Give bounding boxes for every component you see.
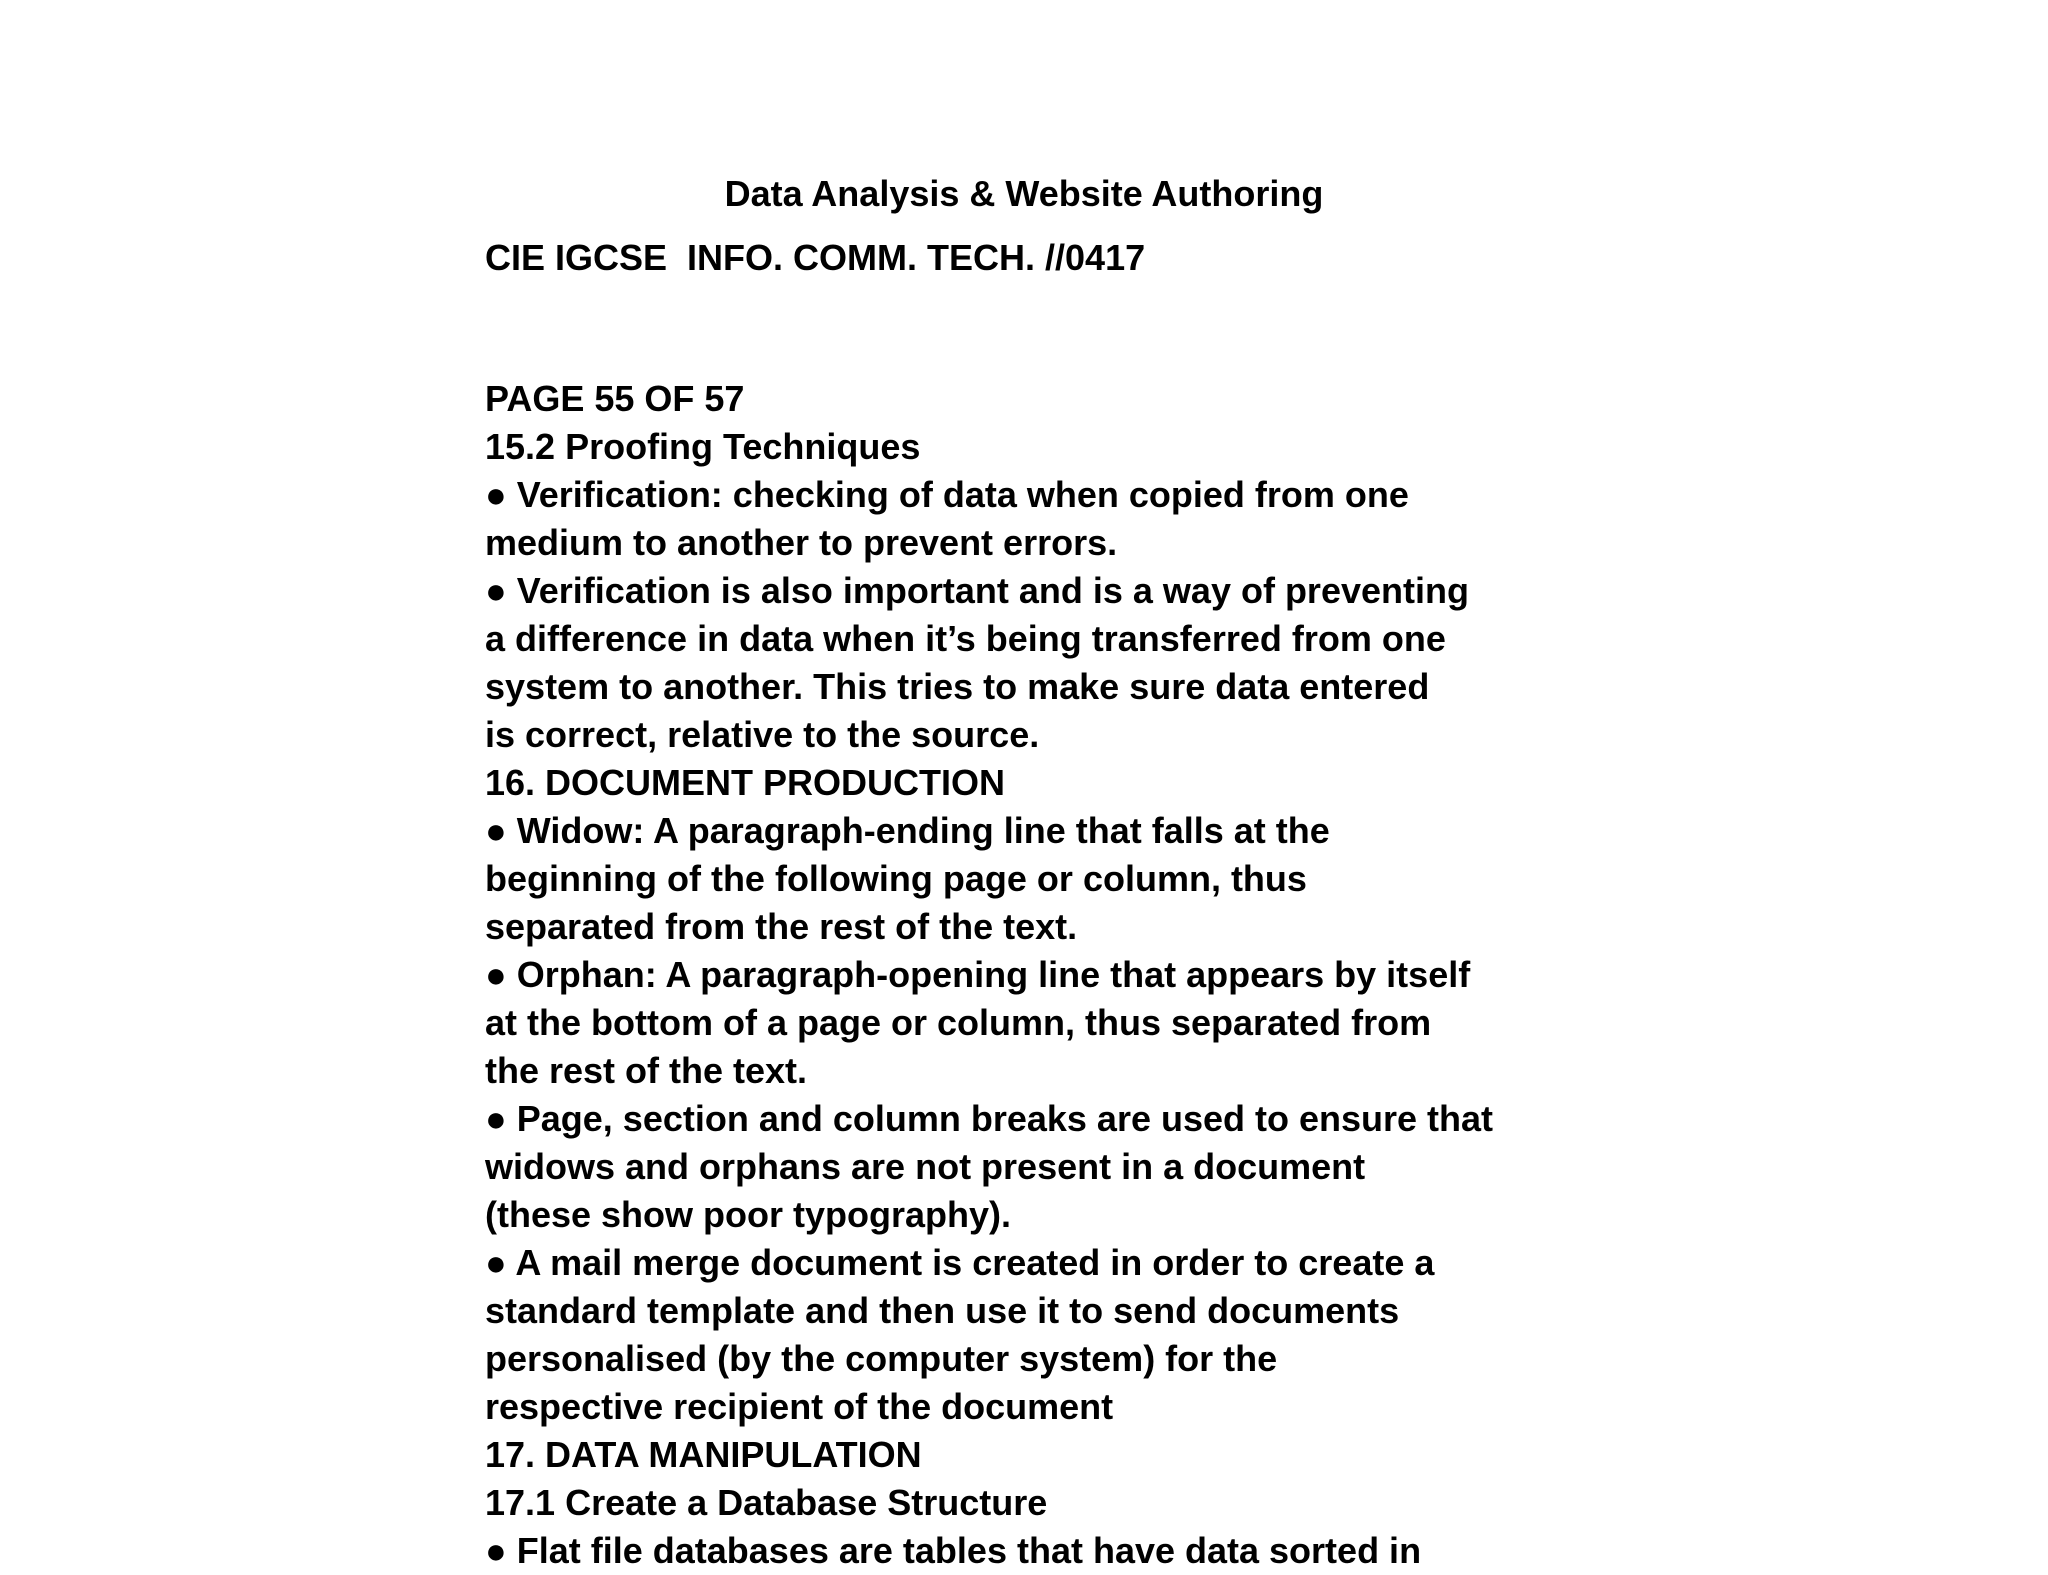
section-heading: 17. DATA MANIPULATION [485, 1434, 922, 1475]
text-line: ● Orphan: A paragraph-opening line that appears by itself [485, 954, 1471, 995]
text-line: ● Flat file databases are tables that have data sorted in [485, 1530, 1422, 1571]
text-line: separated from the rest of the text. [485, 906, 1078, 947]
text-line: ● Verification: checking of data when copied from one [485, 474, 1409, 515]
text-line: (these show poor typography). [485, 1194, 1012, 1235]
document-body [485, 375, 1494, 1575]
section-heading: 15.2 Proofing Techniques [485, 426, 921, 467]
text-line: widows and orphans are not present in a document [485, 1146, 1366, 1187]
text-line: at the bottom of a page or column, thus separated from [485, 1002, 1432, 1043]
text-line: personalised (by the computer system) for the [485, 1338, 1278, 1379]
text-line: ● Page, section and column breaks are used to ensure that [485, 1098, 1494, 1139]
text-line: a difference in data when it’s being transferred from one [485, 618, 1446, 659]
course-code: CIE IGCSE INFO. COMM. TECH. //0417 [485, 237, 1146, 278]
document-title: Data Analysis & Website Authoring [724, 173, 1324, 214]
text-line: system to another. This tries to make sure data entered [485, 666, 1430, 707]
text-line: ● Verification is also important and is a way of preventing [485, 570, 1469, 611]
text-line: respective recipient of the document [485, 1386, 1114, 1427]
text-line: ● A mail merge document is created in order to create a [485, 1242, 1435, 1283]
section-heading: 16. DOCUMENT PRODUCTION [485, 762, 1006, 803]
page-indicator: PAGE 55 OF 57 [485, 378, 745, 419]
text-line: medium to another to prevent errors. [485, 522, 1118, 563]
text-line: is correct, relative to the source. [485, 714, 1040, 755]
section-heading: 17.1 Create a Database Structure [485, 1482, 1048, 1523]
text-line: the rest of the text. [485, 1050, 808, 1091]
text-line: ● Widow: A paragraph-ending line that falls at the [485, 810, 1330, 851]
text-line: standard template and then use it to send documents [485, 1290, 1400, 1331]
text-line: beginning of the following page or column, thus [485, 858, 1307, 899]
